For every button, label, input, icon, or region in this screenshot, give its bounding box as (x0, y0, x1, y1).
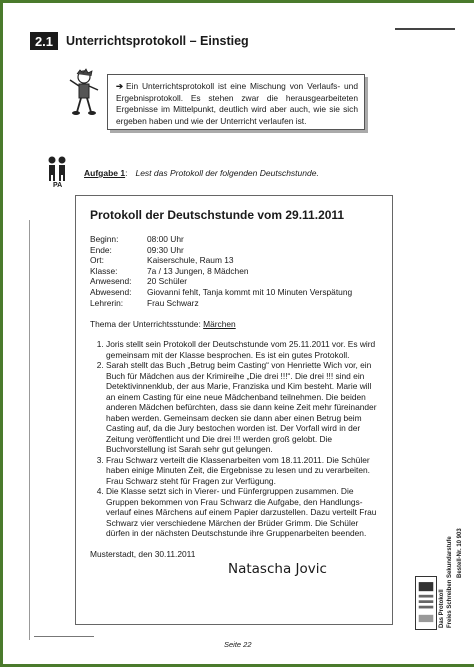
meta-value: Giovanni fehlt, Tanja kommt mit 10 Minuten Verspätung (147, 286, 353, 297)
side-order-number: Bestell-Nr. 10 903 (457, 528, 463, 578)
protocol-title: Protokoll der Deutschstunde vom 29.11.2011 (90, 208, 345, 222)
meta-value: 7a / 13 Jungen, 8 Mädchen (147, 265, 249, 276)
meta-key: Abwesend: (90, 286, 132, 297)
info-box (107, 74, 365, 130)
side-subtitle: Freies Schreiben Sekundarstufe (447, 536, 453, 628)
theme-value: Märchen (203, 319, 236, 330)
meta-row (90, 245, 380, 256)
list-item: 3. Frau Schwarz verteilt die Klassenarbeiten vom 18.11.2011. Die Schüler haben einige Minuten Zeit, die Ergebnisse zu lesen und zu verarbeiten. Frau Schwarz steht für Fragen zur Verfügung. (106, 455, 380, 487)
meta-row (90, 266, 380, 277)
theme-label: Thema der Unterrichtsstunde: (90, 319, 201, 330)
protocol-box (75, 195, 393, 625)
meta-row (90, 255, 380, 266)
meta-value: 20 Schüler (147, 276, 188, 287)
task-line (84, 168, 319, 178)
meta-key: Klasse: (90, 265, 118, 276)
bottom-rule (34, 636, 94, 637)
meta-value: 08:00 Uhr (147, 234, 184, 244)
page-number: Seite 22 (224, 640, 252, 649)
pa-badge: PA (53, 182, 63, 189)
meta-key: Ende: (90, 244, 112, 255)
task-text: Lest das Protokoll der folgenden Deutschstunde. (135, 168, 319, 178)
meta-row (90, 298, 380, 309)
task-colon: : (125, 168, 128, 178)
meta-key: Anwesend: (90, 276, 132, 287)
meta-value: Frau Schwarz (147, 297, 199, 308)
meta-key: Lehrerin: (90, 297, 124, 308)
arrow-icon: ➔ (116, 81, 124, 91)
task-label: Aufgabe 1 (84, 168, 126, 178)
meta-value: 09:30 Uhr (147, 244, 184, 255)
list-item: 2. Sarah stellt das Buch „Betrug beim Casting“ von Henriette Wich vor, ein Buch für Mädchen aus der Krimireihe „Die drei !!!“. Die drei !!! sind ein Detektivinnenklub, der aus Marie, Franziska und Kim besteht. Marie will an einem Casting für eine neue Mädchenband teilnehmen. Die beiden anderen Mädchen befürchten, dass sie dann keine Zeit mehr füreinander haben werden. Gemeinsam decken sie dann aber einen Betrug beim Casting auf, da die Jury bestochen worden ist. Der Vorfall wird in der Zeitung veröffentlicht und Die drei !!! werden groß gelobt. Die Buchvorstellung ist Sarah sehr gut gelungen. (106, 360, 380, 455)
meta-row (90, 276, 380, 287)
meta-value: Kaiserschule, Raum 13 (147, 255, 234, 266)
left-rule (29, 220, 30, 640)
list-item: 1. Joris stellt sein Protokoll der Deutschstunde vom 25.11.2011 vor. Es wird gemeinsam mit der Klasse besprochen. Es ist ein gutes Protokoll. (106, 339, 380, 360)
meta-row (90, 287, 380, 298)
top-rule (395, 28, 455, 30)
meta-row (90, 234, 380, 245)
section-number: 2.1 (30, 32, 58, 50)
meta-key: Ort: (90, 255, 104, 266)
publisher-logo-icon (415, 576, 437, 630)
signature: Natascha Jovic (228, 560, 327, 577)
theme-line (90, 319, 380, 329)
section-title: Unterrichtsprotokoll – Einstieg (66, 34, 249, 48)
partner-work-icon (46, 155, 68, 185)
list-item: 4. Die Klasse setzt sich in Vierer- und Fünfergruppen zusammen. Die Gruppen bekommen von Frau Schwarz die Aufgabe, den Handlungsverlauf eines Märchens auf einem Papier darzustellen. Dazu verteilt Frau Schwarz vier verschiedene Märchen der Brüder Grimm. Die Schüler dürfen in der nächsten Deutschstunde ihre Gruppenarbeiten beenden. (106, 486, 380, 539)
side-title: Das Protokoll (439, 589, 445, 628)
info-text: Ein Unterrichtsprotokoll ist eine Mischung von Verlaufs- und Ergebnisprotokoll. Es stehen zwar die herausgearbeiteten Ergebnisse im Mittelpunkt, deutlich wird aber auch, wie sie sich ergeben haben und wie der Unterricht verlaufen ist. (116, 81, 358, 126)
place-date: Musterstadt, den 30.11.2011 (90, 548, 196, 559)
meta-key: Beginn: (90, 234, 119, 244)
protocol-items (90, 339, 380, 539)
teacher-mascot-icon (66, 68, 102, 116)
